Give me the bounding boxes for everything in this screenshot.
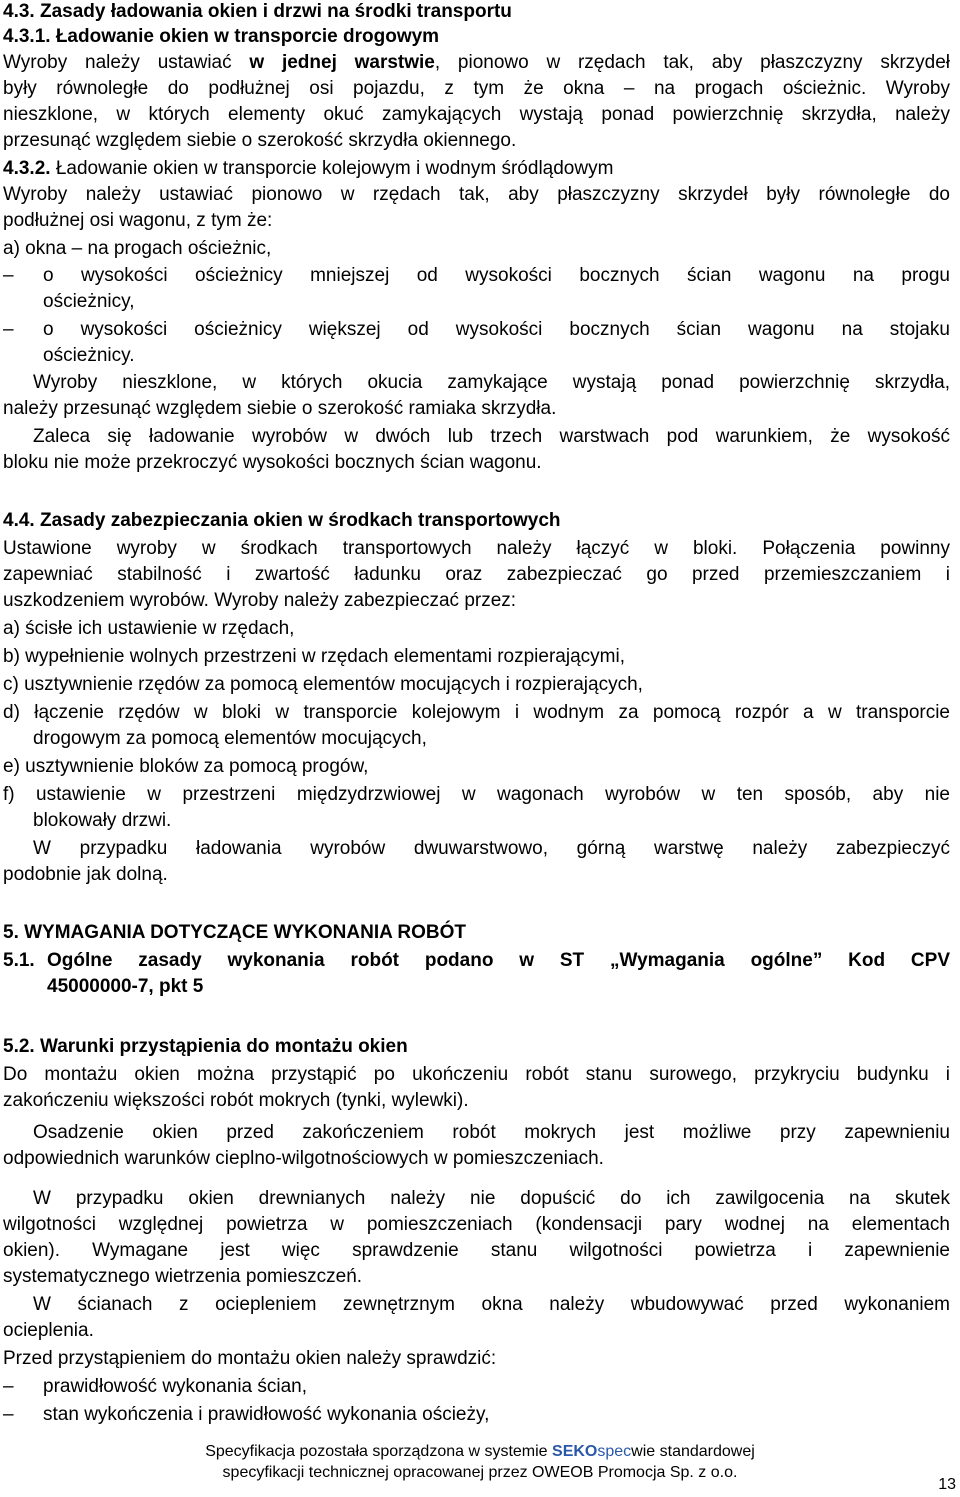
paragraph-line: Do montażu okien można przystąpić po ukończeniu robót stanu surowego, przykryciu budynku i xyxy=(3,1064,950,1085)
dash-item-line: prawidłowość wykonania ścian, xyxy=(43,1376,308,1397)
dash-bullet: – xyxy=(3,265,14,286)
paragraph-line: okien). Wymagane jest więc sprawdzenie stanu wilgotności powietrza i zapewnienie xyxy=(3,1240,950,1261)
dash-item-line: stan wykończenia i prawidłowość wykonania ościeży, xyxy=(43,1404,490,1425)
list-item: c) usztywnienie rzędów za pomocą elementów mocujących i rozpierających, xyxy=(3,674,643,695)
paragraph-line: odpowiednich warunków cieplno-wilgotnościowych w pomieszczeniach. xyxy=(3,1148,604,1169)
paragraph-line: ocieplenia. xyxy=(3,1320,94,1341)
paragraph-line: uszkodzeniem wyrobów. Wyroby należy zabezpieczać przez: xyxy=(3,590,517,611)
section-number-5-1: 5.1. xyxy=(3,950,35,971)
paragraph-line: zakończeniu większości robót mokrych (tynki, wylewki). xyxy=(3,1090,469,1111)
subsection-heading-4-3-1: 4.3.1. Ładowanie okien w transporcie drogowym xyxy=(3,26,440,47)
paragraph-line: Ustawione wyroby w środkach transportowych należy łączyć w bloki. Połączenia powinny xyxy=(3,538,950,559)
paragraph-line: były równoległe do podłużnej osi pojazdu, z tym że okna – na progach ościeżnic. Wyroby xyxy=(3,78,950,99)
list-item: e) usztywnienie bloków za pomocą progów, xyxy=(3,756,369,777)
paragraph-line: Zaleca się ładowanie wyrobów w dwóch lub trzech warstwach pod warunkiem, że wysokość xyxy=(33,426,950,447)
dash-bullet: – xyxy=(3,1404,14,1425)
sekospec-logo-seko: SEKO xyxy=(552,1443,598,1460)
paragraph-line: wilgotności względnej powietrza w pomieszczeniach (kondensacji pary wodnej na elementach xyxy=(3,1214,950,1235)
list-item: b) wypełnienie wolnych przestrzeni w rzędach elementami rozpierającymi, xyxy=(3,646,625,667)
section-heading-5-1-continuation: 45000000-7, pkt 5 xyxy=(47,976,204,997)
paragraph-line: podobnie jak dolną. xyxy=(3,864,168,885)
section-heading-5-1: Ogólne zasady wykonania robót podano w ST „Wymagania ogólne” Kod CPV xyxy=(47,950,950,971)
footer-line-1: Specyfikacja pozostała sporządzona w systemie SEKOspecwie standardowej xyxy=(205,1443,755,1460)
paragraph-line: Wyroby nieszklone, w których okucia zamykające wystają ponad powierzchnię skrzydła, xyxy=(33,372,950,393)
paragraph-line: W ścianach z ociepleniem zewnętrznym okna należy wbudowywać przed wykonaniem xyxy=(33,1294,950,1315)
paragraph-line: należy przesunąć względem siebie o szerokość ramiaka skrzydła. xyxy=(3,398,557,419)
paragraph-line: Przed przystąpieniem do montażu okien należy sprawdzić: xyxy=(3,1348,497,1369)
page-number: 13 xyxy=(938,1476,956,1493)
paragraph-line: Osadzenie okien przed zakończeniem robót mokrych jest możliwe przy zapewnieniu xyxy=(33,1122,950,1143)
paragraph-line: zapewniać stabilność i zwartość ładunku oraz zabezpieczać go przed przemieszczaniem i xyxy=(3,564,950,585)
dash-item-line: ościeżnicy. xyxy=(43,345,135,366)
list-item: a) okna – na progach ościeżnic, xyxy=(3,238,272,259)
dash-item-line: o wysokości ościeżnicy większej od wysokości bocznych ścian wagonu na stojaku xyxy=(43,319,950,340)
paragraph-line: bloku nie może przekroczyć wysokości bocznych ścian wagonu. xyxy=(3,452,542,473)
sekospec-logo-spec: spec xyxy=(597,1443,632,1460)
paragraph-line: przesunąć względem siebie o szerokość skrzydła okiennego. xyxy=(3,130,517,151)
paragraph-line: Wyroby należy ustawiać pionowo w rzędach tak, aby płaszczyzny skrzydeł były równoległe do xyxy=(3,184,950,205)
section-heading-4-3: 4.3. Zasady ładowania okien i drzwi na środki transportu xyxy=(3,1,512,22)
paragraph-line: podłużnej osi wagonu, z tym że: xyxy=(3,210,273,231)
list-item: f) ustawienie w przestrzeni międzydrzwiowej w wagonach wyrobów w ten sposób, aby nie xyxy=(3,784,950,805)
dash-bullet: – xyxy=(3,319,14,340)
footer-line-2: specyfikacji technicznej opracowanej przez OWEOB Promocja Sp. z o.o. xyxy=(222,1464,738,1481)
section-heading-4-4: 4.4. Zasady zabezpieczania okien w środkach transportowych xyxy=(3,510,561,531)
paragraph-line: W przypadku okien drewnianych należy nie dopuścić do ich zawilgocenia na skutek xyxy=(33,1188,950,1209)
paragraph-line: nieszklone, w których elementy okuć zamykających wystają ponad powierzchnię skrzydła, należy xyxy=(3,104,950,125)
dash-item-line: ościeżnicy, xyxy=(43,291,135,312)
list-item-continuation: drogowym za pomocą elementów mocujących, xyxy=(33,728,427,749)
list-item: a) ścisłe ich ustawienie w rzędach, xyxy=(3,618,295,639)
paragraph-line: systematycznego wietrzenia pomieszczeń. xyxy=(3,1266,363,1287)
dash-bullet: – xyxy=(3,1376,14,1397)
list-item: d) łączenie rzędów w bloki w transporcie kolejowym i wodnym za pomocą rozpór a w transporcie xyxy=(3,702,950,723)
paragraph-line: Wyroby należy ustawiać w jednej warstwie, pionowo w rzędach tak, aby płaszczyzny skrzydeł xyxy=(3,52,950,73)
section-heading-5: 5. WYMAGANIA DOTYCZĄCE WYKONANIA ROBÓT xyxy=(3,922,467,943)
paragraph-line: W przypadku ładowania wyrobów dwuwarstwowo, górną warstwę należy zabezpieczyć xyxy=(33,838,950,859)
section-heading-5-2: 5.2. Warunki przystąpienia do montażu okien xyxy=(3,1036,408,1057)
dash-item-line: o wysokości ościeżnicy mniejszej od wysokości bocznych ścian wagonu na progu xyxy=(43,265,950,286)
list-item-continuation: blokowały drzwi. xyxy=(33,810,172,831)
subsection-heading-4-3-2: 4.3.2. Ładowanie okien w transporcie kolejowym i wodnym śródlądowym xyxy=(3,158,614,179)
